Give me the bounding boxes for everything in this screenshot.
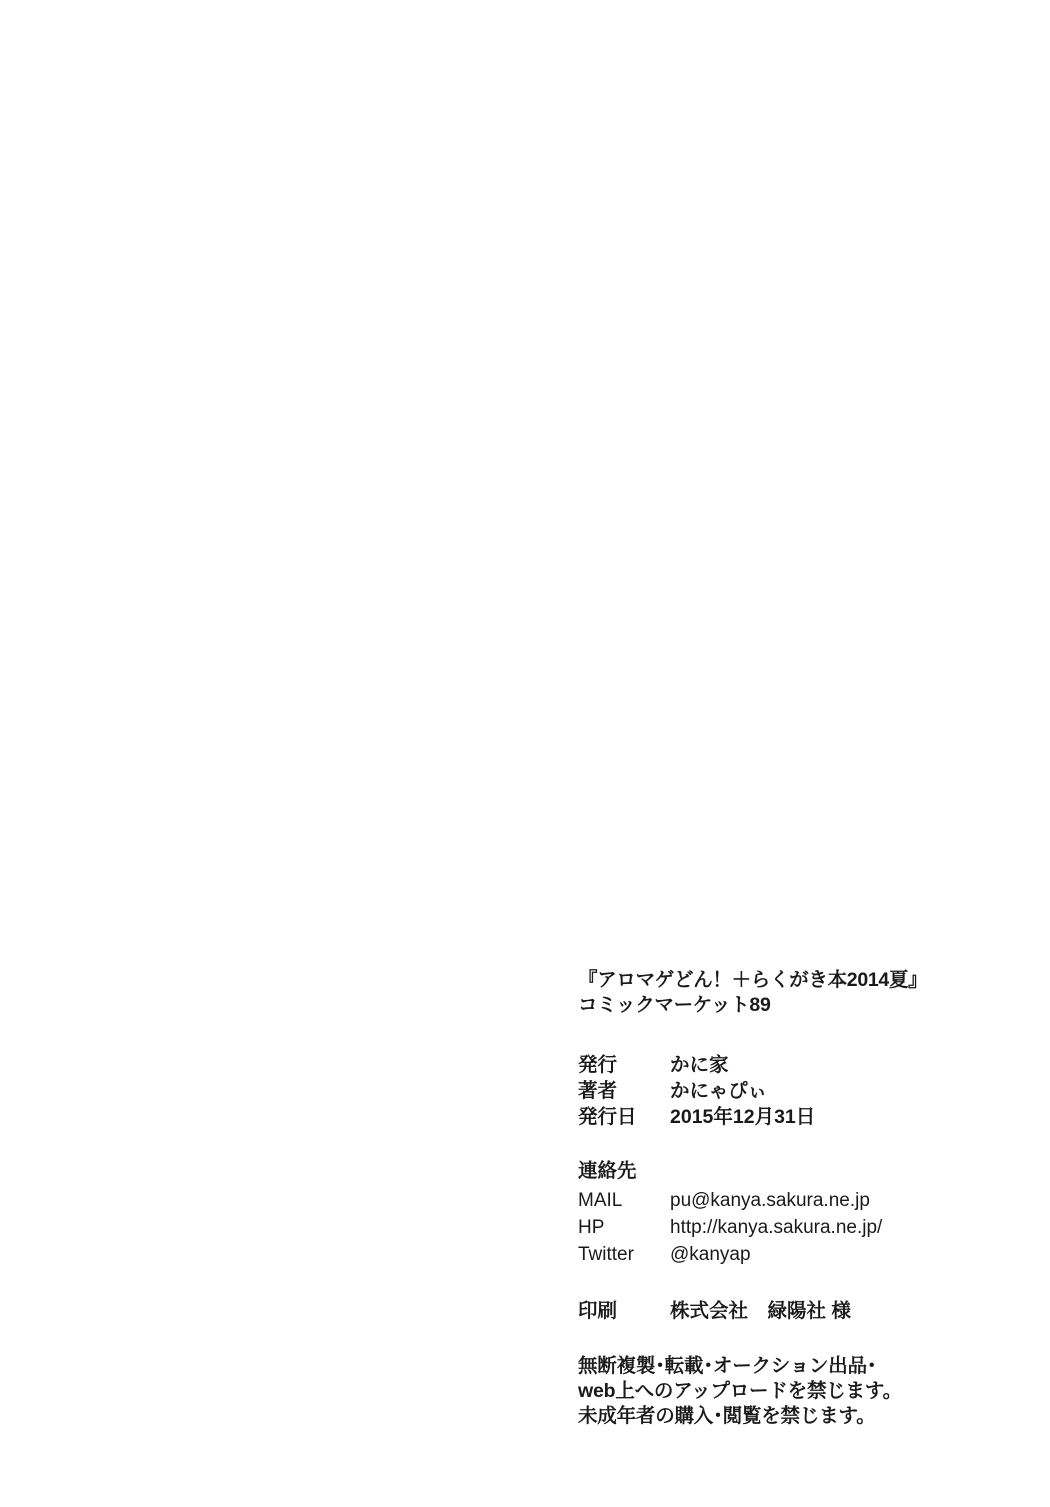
twitter-value: @kanyap [670, 1244, 751, 1265]
contact-row-hp [578, 1214, 998, 1241]
mail-label: MAIL [578, 1190, 623, 1211]
author-label: 著者 [578, 1080, 618, 1102]
notice-line: web上へのアップロードを禁じます。 [578, 1380, 902, 1402]
title-block [578, 968, 998, 1018]
notice-line: 無断複製･転載･オークション出品･ [578, 1355, 877, 1377]
info-row [578, 1052, 998, 1078]
publication-date-value: 2015年12月31日 [670, 1106, 816, 1128]
printer-info [578, 1298, 998, 1324]
contact-info [578, 1158, 998, 1268]
hp-value: http://kanya.sakura.ne.jp/ [670, 1217, 883, 1238]
event-name: コミックマーケット89 [578, 994, 771, 1016]
publication-info [578, 1052, 998, 1130]
work-title: 『アロマゲどん！＋らくがき本2014夏』 [578, 969, 928, 991]
printer-value: 株式会社 緑陽社 様 [670, 1300, 851, 1322]
legal-notice [578, 1354, 998, 1429]
info-row [578, 1078, 998, 1104]
twitter-label: Twitter [578, 1244, 634, 1265]
colophon-block [578, 968, 998, 1429]
publisher-value: かに家 [670, 1054, 729, 1076]
hp-label: HP [578, 1217, 605, 1238]
print-row [578, 1298, 998, 1324]
publication-date-label: 発行日 [578, 1106, 637, 1128]
contact-row-mail [578, 1187, 998, 1214]
notice-line: 未成年者の購入･閲覧を禁じます。 [578, 1405, 876, 1427]
author-value: かにゃぴぃ [670, 1080, 768, 1102]
printer-label: 印刷 [578, 1300, 618, 1322]
contact-row-twitter [578, 1241, 998, 1268]
mail-value: pu@kanya.sakura.ne.jp [670, 1190, 870, 1211]
info-row [578, 1104, 998, 1130]
publisher-label: 発行 [578, 1054, 618, 1076]
contact-heading: 連絡先 [578, 1160, 637, 1182]
